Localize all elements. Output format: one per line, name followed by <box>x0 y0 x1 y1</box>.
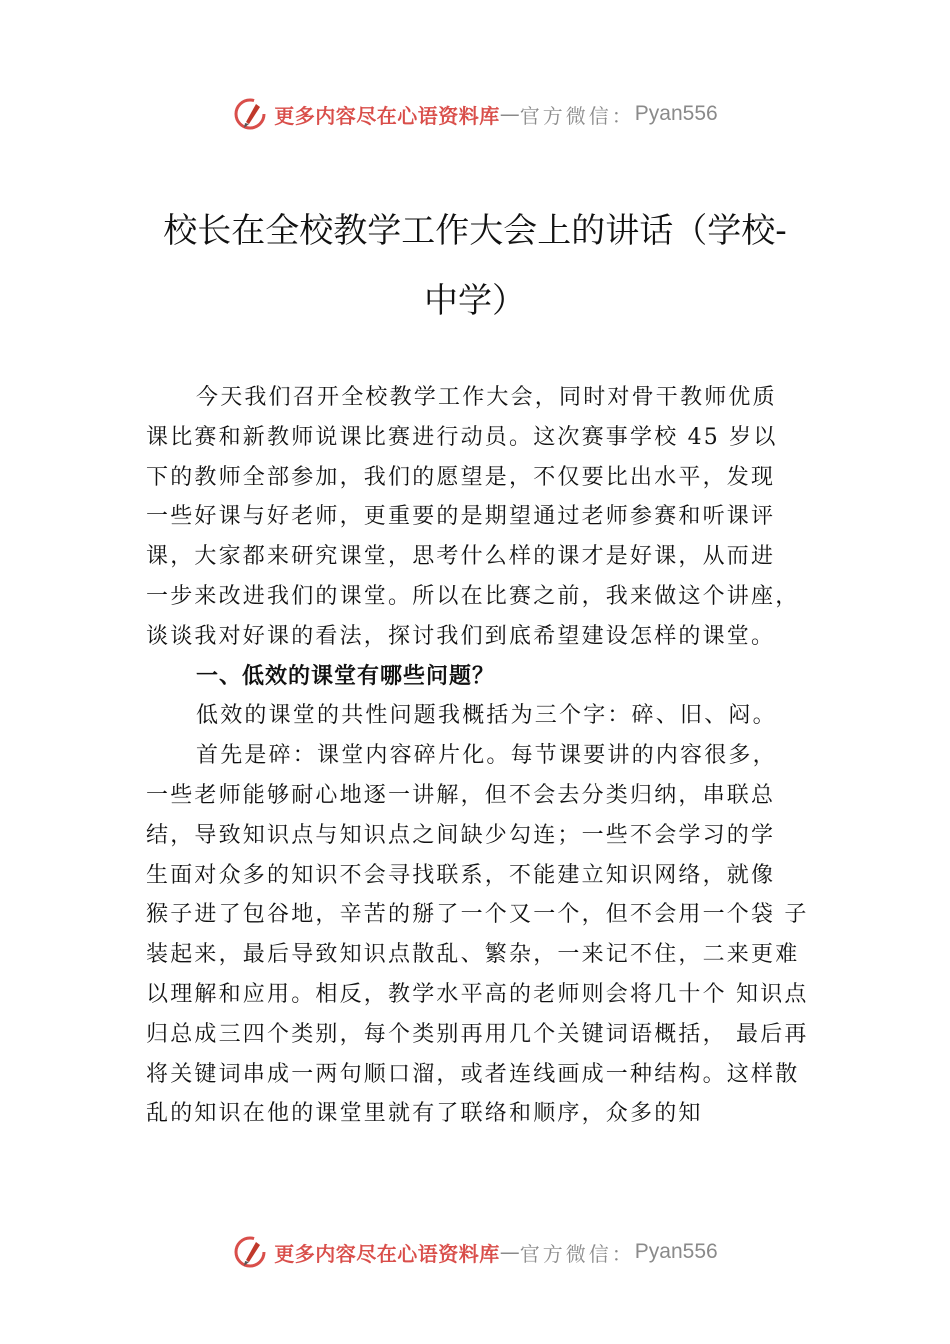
banner-main-text: 更多内容尽在心语资料库 <box>274 103 500 128</box>
body-line: 谈谈我对好课的看法，探讨我们到底希望建设怎样的课堂。 <box>146 623 776 649</box>
body-line: 结，导致知识点与知识点之间缺少勾连；一些不会学习的学 <box>146 822 776 848</box>
banner-separator: — <box>499 1240 520 1264</box>
title-line-1: 校长在全校教学工作大会上的讲话（学校- <box>163 211 787 251</box>
body-line: 将关键词串成一两句顺口溜，或者连线画成一种结构。这样散 <box>146 1061 800 1087</box>
banner-wechat-label: 官方微信： <box>519 103 635 128</box>
body-line: 下的教师全部参加，我们的愿望是，不仅要比出水平，发现 <box>146 464 776 490</box>
banner-wechat-label: 官方微信： <box>519 1241 635 1266</box>
body-line: 课比赛和新教师说课比赛进行动员。这次赛事学校 45 岁以 <box>146 424 778 450</box>
body-line: 归总成三四个类别，每个类别再用几个关键词语概括， 最后再 <box>146 1021 809 1047</box>
header-banner <box>0 92 950 136</box>
banner-wechat-id: Pyan556 <box>634 1240 718 1263</box>
body-line: 一些好课与好老师，更重要的是期望通过老师参赛和听课评 <box>146 504 776 530</box>
body-line: 首先是碎：课堂内容碎片化。每节课要讲的内容很多， <box>196 743 777 769</box>
body-line: 课，大家都来研究课堂，思考什么样的课才是好课，从而进 <box>146 544 776 570</box>
section-heading: 一、低效的课堂有哪些问题？ <box>196 663 496 689</box>
body-line: 以理解和应用。相反，教学水平高的老师则会将几十个 知识点 <box>146 981 809 1007</box>
document-body <box>146 378 836 1134</box>
body-line: 猴子进了包谷地，辛苦的掰了一个又一个，但不会用一个袋 子 <box>146 902 809 928</box>
body-line: 一步来改进我们的课堂。所以在比赛之前，我来做这个讲座， <box>146 583 800 609</box>
banner-wechat-id: Pyan556 <box>634 102 718 125</box>
body-line: 生面对众多的知识不会寻找联系，不能建立知识网络，就像 <box>146 862 776 888</box>
body-line: 一些老师能够耐心地逐一讲解，但不会去分类归纳，串联总 <box>146 782 776 808</box>
document-title <box>120 196 830 336</box>
body-line: 低效的课堂的共性问题我概括为三个字：碎、旧、闷。 <box>196 703 777 729</box>
banner-main-text: 更多内容尽在心语资料库 <box>274 1241 500 1266</box>
banner-separator: — <box>499 102 520 126</box>
body-line: 装起来，最后导致知识点散乱、繁杂，一来记不住，二来更难 <box>146 942 800 968</box>
body-line: 今天我们召开全校教学工作大会，同时对骨干教师优质 <box>196 385 777 410</box>
pen-nib-logo-icon <box>232 96 268 132</box>
body-line: 乱的知识在他的课堂里就有了联络和顺序，众多的知 <box>146 1101 703 1127</box>
footer-banner <box>0 1230 950 1274</box>
pen-nib-logo-icon <box>232 1234 268 1270</box>
title-line-2: 中学） <box>424 281 526 321</box>
